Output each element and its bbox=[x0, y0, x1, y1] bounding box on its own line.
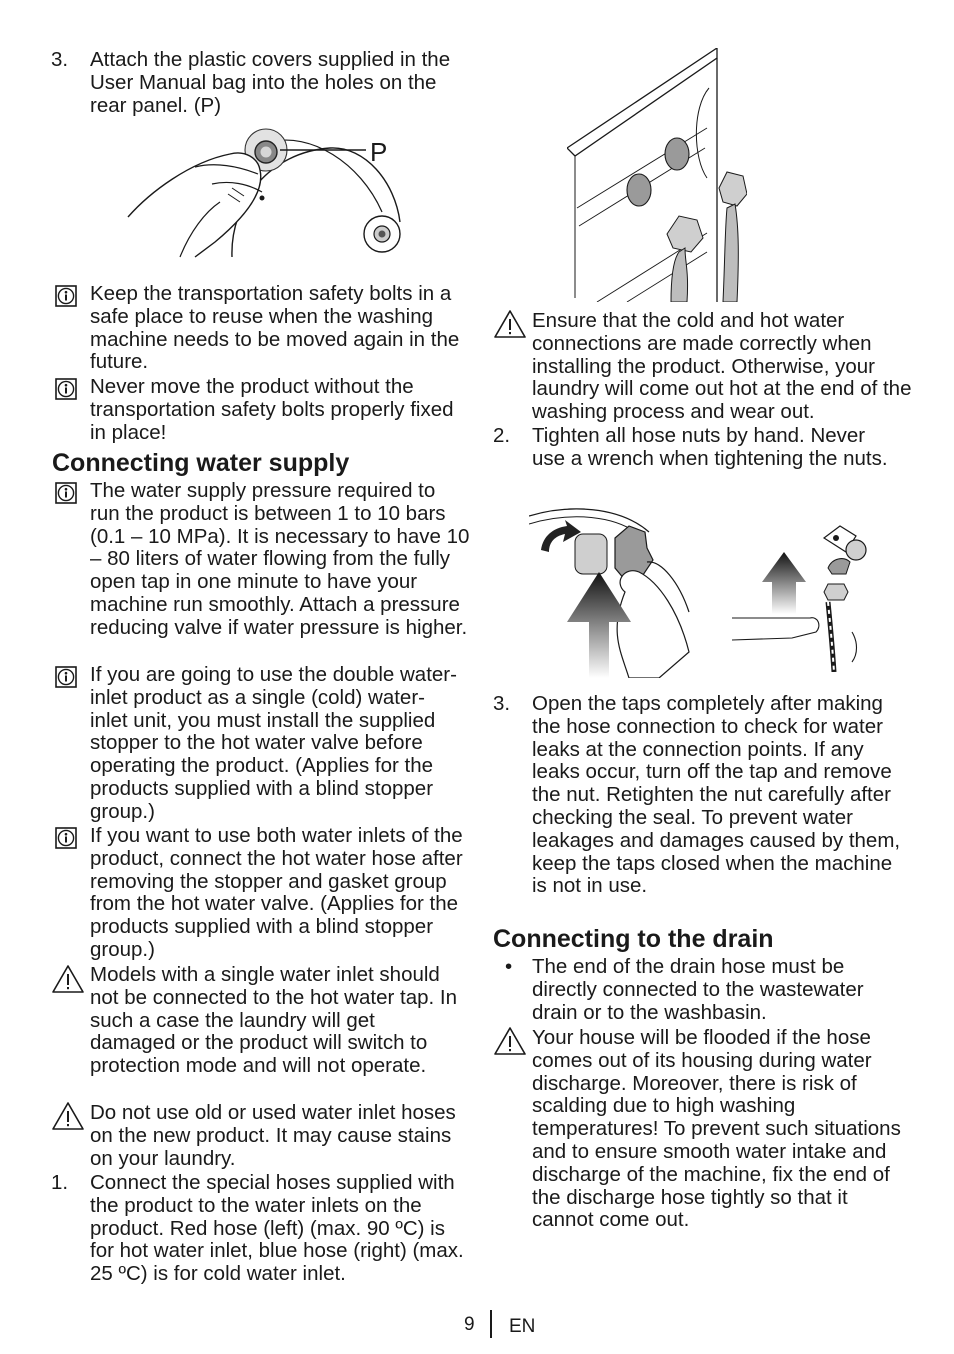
footer-divider bbox=[490, 1310, 492, 1338]
step-text: Tighten all hose nuts by hand. Never use a wrench when tightening the nuts. bbox=[532, 424, 888, 470]
warning-icon bbox=[493, 1026, 527, 1056]
info-icon bbox=[55, 827, 77, 849]
warning-flooding-risk: Your house will be flooded if the hose comes out of its housing during water discharge. Moreover, there is risk of scalding due to high washing temperatures! To prevent such situations and to ensure smooth water intake and discharge of the machine, fix the end of the discharge hose tightly so that it cannot come out. bbox=[532, 1026, 901, 1232]
step-text: Open the taps completely after making the hose connection to check for water leaks at the connection points. If any leaks occur, turn off the tap and remove the nut. Retighten the nut carefully after checking the seal. To prevent water leakages and damages caused by them, keep the taps closed when the machine is not in use. bbox=[532, 692, 901, 898]
language-code: EN bbox=[509, 1316, 536, 1337]
hand-tighten-nut-illustration bbox=[529, 502, 705, 678]
step-number: 3. bbox=[493, 692, 511, 715]
page-number: 9 bbox=[464, 1314, 475, 1335]
warning-icon bbox=[51, 964, 85, 994]
info-note-water-pressure: The water supply pressure required to run the product is between 1 to 10 bars (0.1 – 10 MPa). It is necessary to have 10 – 80 liters of water flowing from the fully open tap in one minute to have your machine run smoothly. Attach a pressure reducing valve if water pressure is higher. bbox=[90, 479, 470, 639]
bullet-marker: • bbox=[505, 955, 513, 978]
tap-hose-connection-illustration bbox=[732, 522, 882, 672]
bullet-text: The end of the drain hose must be directly connected to the wastewater drain or to the washbasin. bbox=[532, 955, 864, 1024]
info-note-both-inlets: If you want to use both water inlets of the product, connect the hot water hose after removing the stopper and gasket group from the hot water valve. (Applies for the products supplied with a blind stopper group.) bbox=[90, 824, 463, 961]
water-inlet-illustration bbox=[567, 48, 747, 302]
info-note-never-move: Never move the product without the transportation safety bolts properly fixed in place! bbox=[90, 375, 454, 444]
step-number: 1. bbox=[51, 1171, 69, 1194]
warning-icon bbox=[51, 1101, 85, 1131]
step-number: 2. bbox=[493, 424, 511, 447]
info-icon bbox=[55, 378, 77, 400]
info-icon bbox=[55, 482, 77, 504]
info-note-single-inlet: If you are going to use the double water-inlet product as a single (cold) water-inlet unit, you must install the supplied stopper to the hot water valve before operating the product. (Applies for the products supplied with a blind stopper group.) bbox=[90, 663, 457, 823]
heading-connecting-water-supply: Connecting water supply bbox=[52, 449, 350, 477]
step-text: Attach the plastic covers supplied in the User Manual bag into the holes on the rear panel. (P) bbox=[90, 48, 451, 117]
info-icon bbox=[55, 666, 77, 688]
step-number: 3. bbox=[51, 48, 69, 71]
warning-single-inlet-hot-tap: Models with a single water inlet should not be connected to the hot water tap. In such a case the laundry will get damaged or the product will switch to protection mode and will not operate. bbox=[90, 963, 457, 1078]
heading-connecting-to-the-drain: Connecting to the drain bbox=[493, 925, 774, 953]
warning-icon bbox=[493, 309, 527, 339]
warning-old-hoses: Do not use old or used water inlet hoses on the new product. It may cause stains on your laundry. bbox=[90, 1101, 456, 1170]
info-note-safety-bolts: Keep the transportation safety bolts in a safe place to reuse when the washing machine needs to be moved again in the future. bbox=[90, 282, 460, 374]
info-icon bbox=[55, 285, 77, 307]
figure-label-p: P bbox=[370, 137, 388, 167]
step-text: Connect the special hoses supplied with the product to the water inlets on the product. Red hose (left) (max. 90 ºC) is for hot water inlet, blue hose (right) (max. 25 ºC) is for cold water inlet. bbox=[90, 1171, 464, 1286]
warning-cold-hot-connections: Ensure that the cold and hot water connections are made correctly when installing the product. Otherwise, your laundry will come out hot at the end of the washing process and wear out. bbox=[532, 309, 912, 424]
